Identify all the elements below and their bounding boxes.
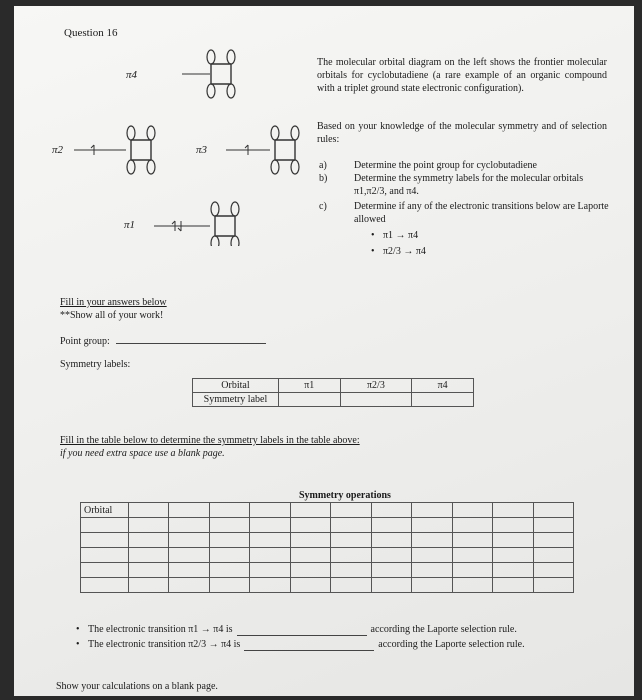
intro-text: The molecular orbital diagram on the left shows the frontier molecular orbitals for cyclobutadiene (a rare example of an organic compound with a triplet ground state electronic configuration). [317,57,607,94]
laporte-answer-line[interactable] [237,625,367,636]
op-cell[interactable] [412,503,452,518]
op-cell[interactable] [331,503,371,518]
symmetry-label-table [192,378,474,407]
pi1-orbital-icon [211,202,239,246]
transition-list [371,229,609,258]
pi4-orbital-icon [207,50,235,98]
pi2-orbital-icon [127,126,155,174]
table-header-cell: Orbital [193,379,279,393]
table-header-cell: π4 [412,379,474,393]
mo-diagram [14,36,314,246]
question-number: Question 16 [64,27,118,39]
task-letter: a) [319,160,327,171]
op-cell[interactable] [452,503,492,518]
table-row [81,563,574,578]
laporte-answer-line[interactable] [244,640,374,651]
task-text: Determine the point group for cyclobutadiene [354,160,537,171]
pi3-label: π3 [196,144,208,156]
ops-table-title: Symmetry operations [299,490,391,501]
fill-heading: Fill in your answers below [60,297,167,308]
table-row [81,548,574,563]
footer-note: Show your calculations on a blank page. [56,681,218,692]
point-group-answer-line[interactable] [116,333,266,344]
op-cell[interactable] [250,503,290,518]
op-cell[interactable] [493,503,533,518]
symmetry-operations-table [80,502,574,593]
show-work-note: **Show all of your work! [60,310,164,321]
pi1-label: π1 [124,219,136,231]
task-letter: c) [319,201,327,212]
statement-item: • The electronic transition π1 → π4 is according the Laporte selection rule. [76,624,517,635]
worksheet-page [14,6,634,696]
table-header-cell: π2/3 [340,379,412,393]
answer-cell[interactable] [340,393,412,407]
table-row [81,578,574,593]
point-group-label: Point group: [60,333,266,348]
op-cell[interactable] [129,503,169,518]
rules-intro: Based on your knowledge of the molecular symmetry and of selection rules: [317,121,607,145]
op-cell[interactable] [533,503,573,518]
table-row [193,393,474,407]
table-header-cell: Orbital [81,503,129,518]
transition-item: • π2/3 → π4 [371,246,426,257]
task-item-b [319,172,609,198]
table-header-cell: Symmetry label [193,393,279,407]
task-item-c [319,200,609,226]
op-cell[interactable] [371,503,411,518]
statement-item: • The electronic transition π2/3 → π4 is according the Laporte selection rule. [76,639,525,650]
task-list [319,159,609,258]
statement-list [76,623,616,651]
task-item-a [319,159,609,172]
symmetry-labels-label: Symmetry labels: [60,359,131,370]
op-cell[interactable] [169,503,209,518]
pi3-orbital-icon [271,126,299,174]
table-row [81,533,574,548]
table-row [81,503,574,518]
table-row [193,379,474,393]
op-cell[interactable] [209,503,249,518]
task-text: Determine the symmetry labels for the molecular orbitals π1,π2/3, and π4. [354,173,584,197]
op-cell[interactable] [290,503,330,518]
pi4-label: π4 [126,69,138,81]
task-letter: b) [319,173,328,184]
fill-table-heading: Fill in the table below to determine the symmetry labels in the table above: [60,435,360,446]
answer-cell[interactable] [278,393,340,407]
answer-cell[interactable] [412,393,474,407]
transition-item: • π1 → π4 [371,230,419,241]
task-text: Determine if any of the electronic transitions below are Laporte allowed [354,201,609,225]
pi2-label: π2 [52,144,64,156]
table-row [81,518,574,533]
extra-space-note: if you need extra space use a blank page. [60,448,225,459]
table-header-cell: π1 [278,379,340,393]
